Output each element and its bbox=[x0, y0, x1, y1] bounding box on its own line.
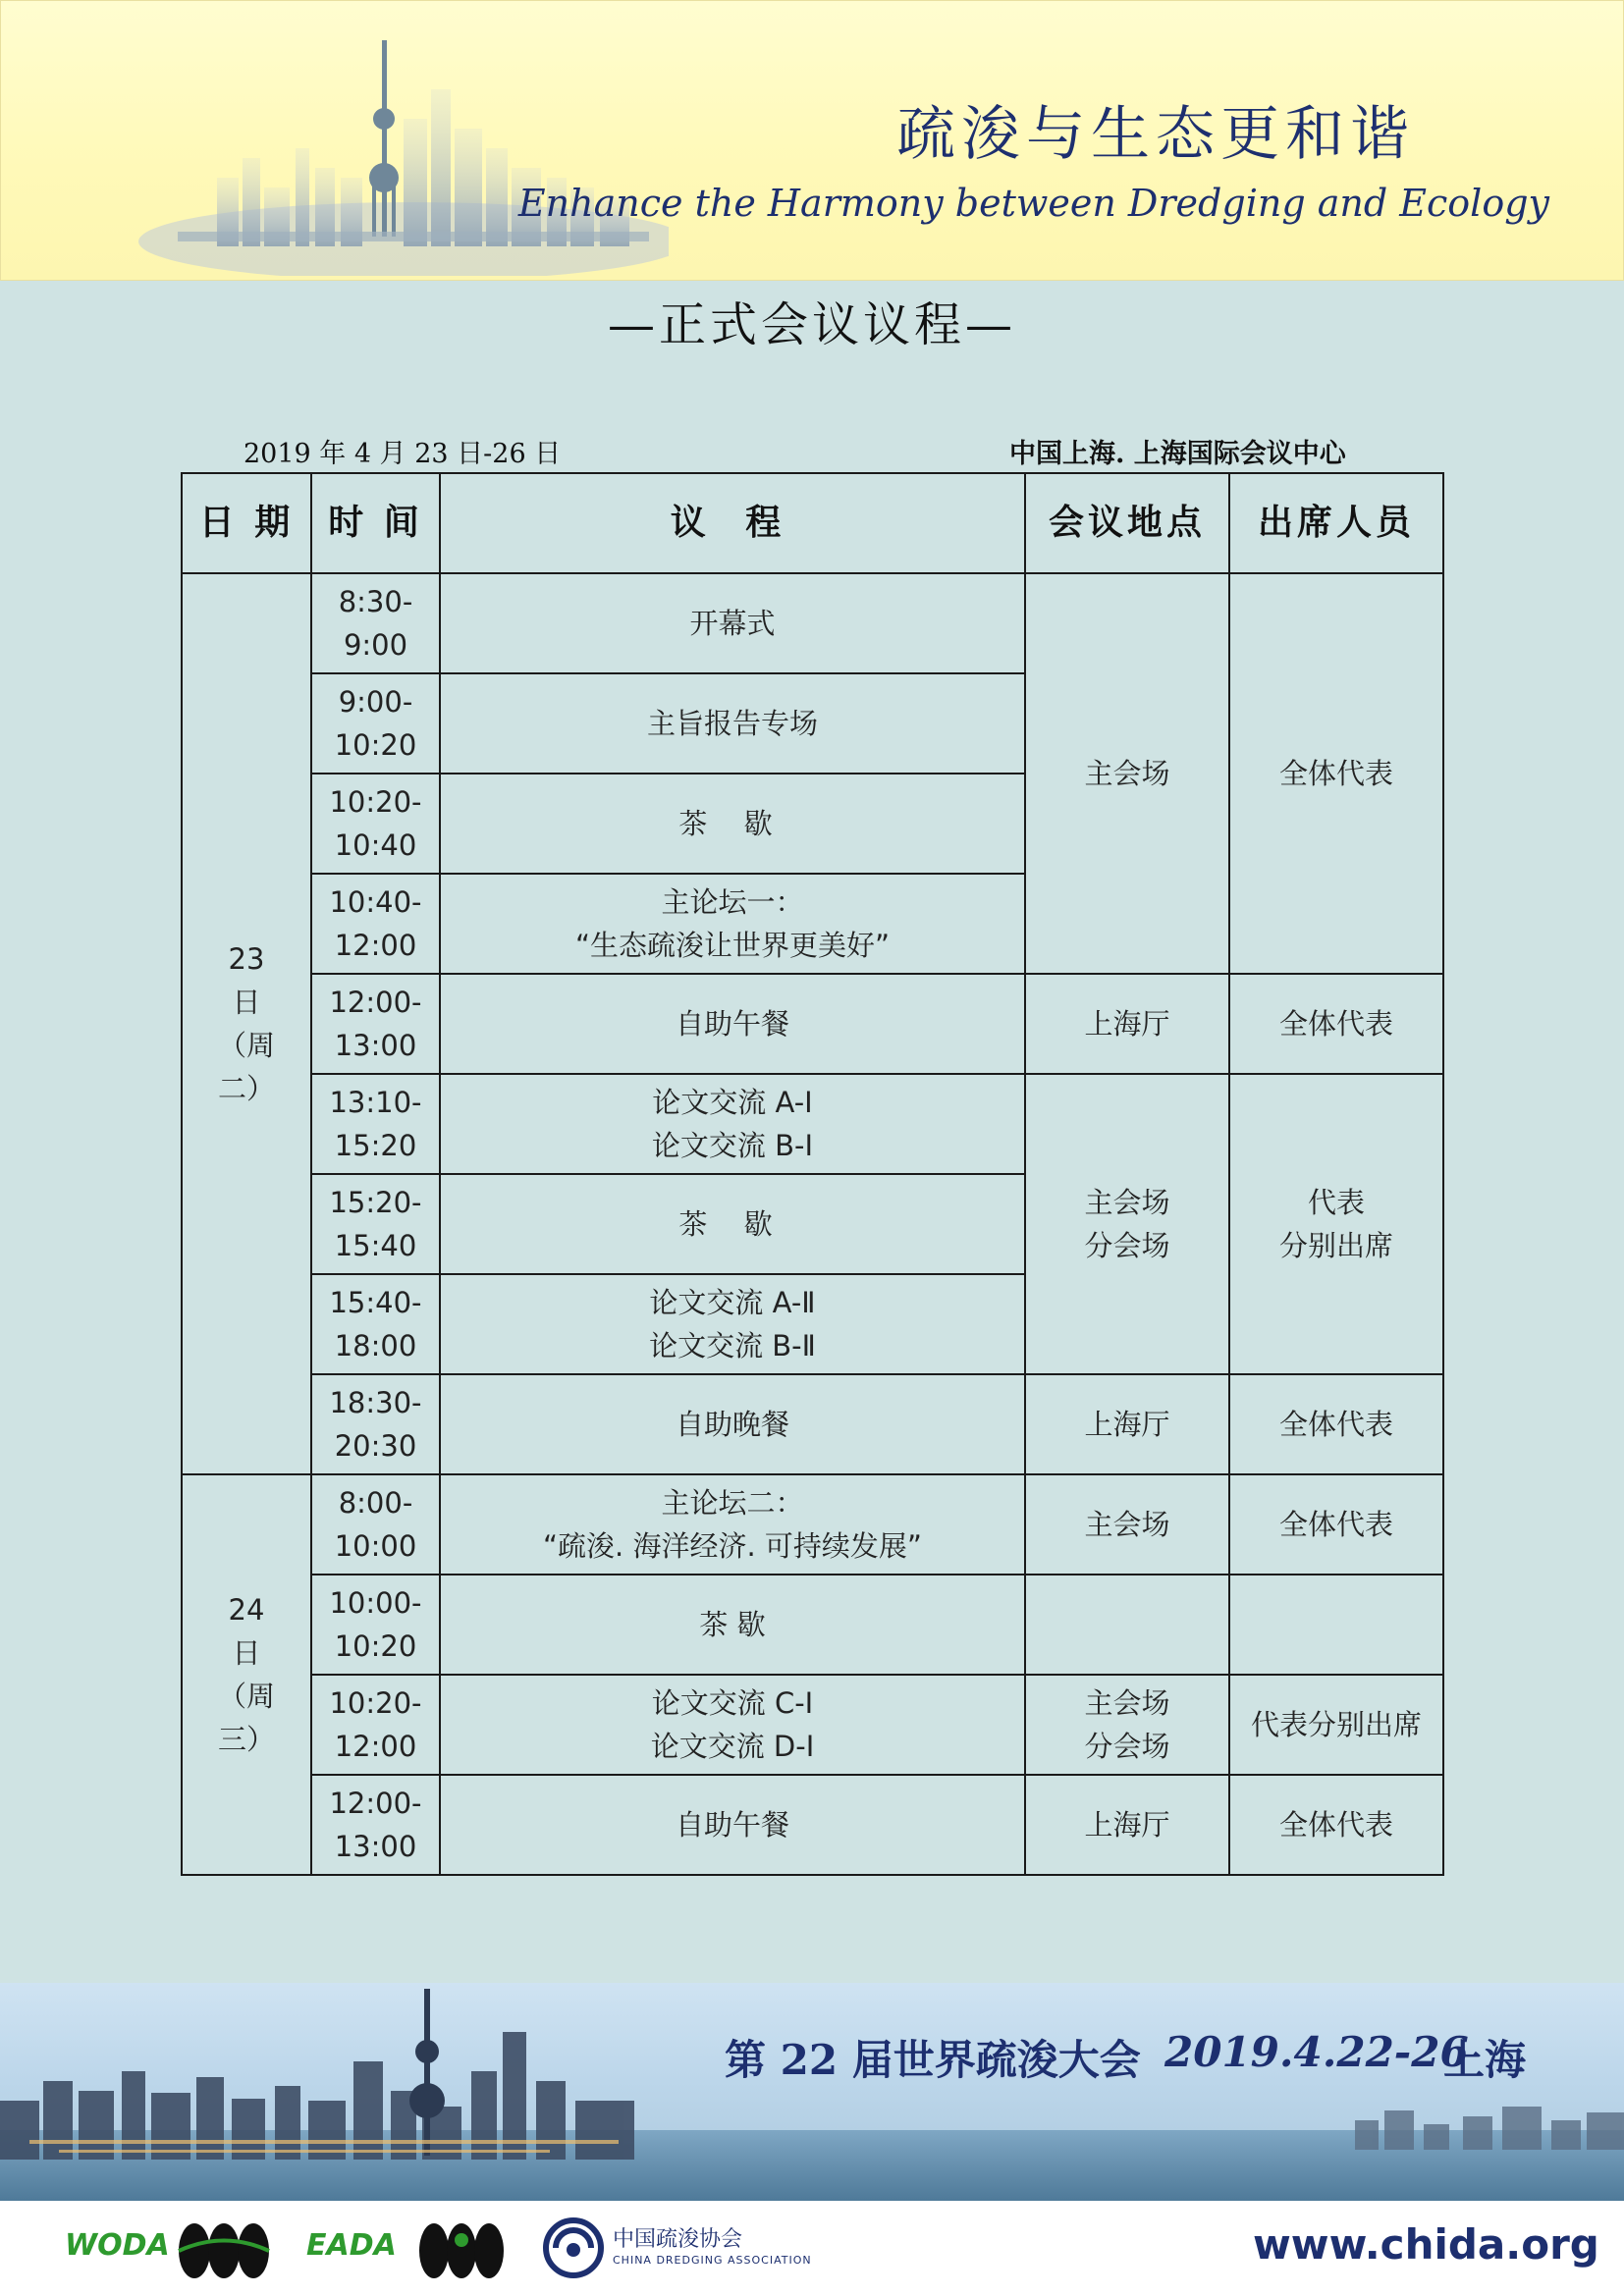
agenda-line: 论文交流 D-Ⅰ bbox=[650, 1730, 815, 1763]
time-cell: 18:30-20:30 bbox=[311, 1374, 440, 1474]
day-label: 23 日（周二） bbox=[217, 942, 275, 1105]
agenda-line: 主论坛二： bbox=[661, 1486, 804, 1520]
column-header-time: 时 间 bbox=[311, 473, 440, 573]
table-row bbox=[182, 1775, 1443, 1875]
agenda-line: 论文交流 A-Ⅱ bbox=[649, 1286, 816, 1319]
time-cell: 10:20-12:00 bbox=[311, 1675, 440, 1775]
location-line: 分会场 bbox=[1084, 1730, 1170, 1763]
day-cell-24 bbox=[182, 1474, 311, 1875]
agenda-line: 论文交流 C-Ⅰ bbox=[651, 1686, 814, 1720]
conference-date: 2019.4.22-26 bbox=[1164, 2028, 1469, 2076]
location-line: 主会场 bbox=[1084, 1686, 1170, 1720]
attendees-cell: 全体代表 bbox=[1229, 1374, 1443, 1474]
time-cell: 9:00-10:20 bbox=[311, 673, 440, 774]
table-row bbox=[182, 974, 1443, 1074]
location-cell: 上海厅 bbox=[1025, 1775, 1229, 1875]
agenda-cell: 自助午餐 bbox=[440, 974, 1025, 1074]
location-cell: 上海厅 bbox=[1025, 974, 1229, 1074]
agenda-cell: 主旨报告专场 bbox=[440, 673, 1025, 774]
agenda-cell bbox=[440, 1274, 1025, 1374]
agenda-cell: 茶 歇 bbox=[440, 774, 1025, 874]
attendees-line: 分别出席 bbox=[1278, 1229, 1393, 1262]
table-row bbox=[182, 1675, 1443, 1775]
location-cell: 上海厅 bbox=[1025, 1374, 1229, 1474]
woda-emblem-icon bbox=[175, 2220, 273, 2281]
agenda-cell bbox=[440, 874, 1025, 974]
agenda-cell: 茶 歇 bbox=[440, 1174, 1025, 1274]
agenda-cell: 开幕式 bbox=[440, 573, 1025, 673]
location-cell bbox=[1025, 1575, 1229, 1675]
cda-name-english: CHINA DREDGING ASSOCIATION bbox=[613, 2254, 812, 2267]
location-cell bbox=[1025, 1074, 1229, 1374]
agenda-line: “生态疏浚让世界更美好” bbox=[574, 929, 891, 962]
attendees-cell: 代表分别出席 bbox=[1229, 1675, 1443, 1775]
table-row bbox=[182, 1575, 1443, 1675]
table-row bbox=[182, 1074, 1443, 1174]
time-cell: 10:40-12:00 bbox=[311, 874, 440, 974]
column-header-attendees: 出席人员 bbox=[1229, 473, 1443, 573]
header-title-english: Enhance the Harmony between Dredging and Ecology bbox=[517, 182, 1549, 225]
agenda-line: 论文交流 B-Ⅱ bbox=[649, 1329, 816, 1362]
agenda-table bbox=[181, 472, 1444, 1876]
cda-emblem-icon bbox=[542, 2216, 605, 2279]
time-cell: 15:20-15:40 bbox=[311, 1174, 440, 1274]
header-title-chinese: 疏浚与生态更和谐 bbox=[896, 100, 1415, 169]
column-header-location: 会议地点 bbox=[1025, 473, 1229, 573]
attendees-cell bbox=[1229, 1074, 1443, 1374]
agenda-cell: 茶 歇 bbox=[440, 1575, 1025, 1675]
footer-banner bbox=[0, 1983, 1624, 2201]
location-cell: 主会场 bbox=[1025, 1474, 1229, 1575]
agenda-cell: 自助午餐 bbox=[440, 1775, 1025, 1875]
time-cell: 13:10-15:20 bbox=[311, 1074, 440, 1174]
agenda-cell bbox=[440, 1474, 1025, 1575]
time-cell: 15:40-18:00 bbox=[311, 1274, 440, 1374]
agenda-cell bbox=[440, 1074, 1025, 1174]
column-header-agenda: 议 程 bbox=[440, 473, 1025, 573]
meeting-venue: 中国上海. 上海国际会议中心 bbox=[1009, 439, 1346, 469]
conference-name: 第 22 届世界疏浚大会 bbox=[725, 2036, 1141, 2084]
attendees-cell: 全体代表 bbox=[1229, 1775, 1443, 1875]
eada-emblem-icon bbox=[416, 2220, 505, 2281]
location-line: 主会场 bbox=[1084, 1186, 1170, 1219]
day-cell-23 bbox=[182, 573, 311, 1474]
time-cell: 12:00-13:00 bbox=[311, 1775, 440, 1875]
location-line: 分会场 bbox=[1084, 1229, 1170, 1262]
attendees-cell bbox=[1229, 1575, 1443, 1675]
footer-logos bbox=[0, 2201, 1624, 2296]
attendees-cell: 全体代表 bbox=[1229, 573, 1443, 974]
shanghai-skyline-image bbox=[119, 30, 669, 276]
location-cell: 主会场 bbox=[1025, 573, 1229, 974]
table-row bbox=[182, 1374, 1443, 1474]
woda-logo-text: WODA bbox=[65, 2228, 170, 2263]
time-cell: 12:00-13:00 bbox=[311, 974, 440, 1074]
day-label: 24 日（周三） bbox=[217, 1593, 275, 1756]
attendees-line: 代表 bbox=[1307, 1186, 1365, 1219]
time-cell: 8:00-10:00 bbox=[311, 1474, 440, 1575]
eada-logo-text: EADA bbox=[306, 2228, 397, 2263]
woda-logo bbox=[65, 2220, 271, 2281]
agenda-line: 主论坛一： bbox=[661, 885, 804, 919]
china-dredging-association-logo bbox=[542, 2215, 837, 2283]
meeting-date-range: 2019 年 4 月 23 日-26 日 bbox=[244, 439, 562, 469]
attendees-cell: 全体代表 bbox=[1229, 974, 1443, 1074]
page-header bbox=[0, 0, 1624, 281]
attendees-cell: 全体代表 bbox=[1229, 1474, 1443, 1575]
website-link[interactable]: www.chida.org bbox=[1253, 2220, 1599, 2269]
eada-logo bbox=[306, 2220, 503, 2281]
time-cell: 10:00-10:20 bbox=[311, 1575, 440, 1675]
agenda-cell bbox=[440, 1675, 1025, 1775]
agenda-cell: 自助晚餐 bbox=[440, 1374, 1025, 1474]
shanghai-bund-image bbox=[0, 1983, 1624, 2201]
agenda-line: “疏浚. 海洋经济. 可持续发展” bbox=[543, 1529, 922, 1563]
table-row bbox=[182, 1474, 1443, 1575]
conference-city: 上海 bbox=[1443, 2036, 1527, 2084]
time-cell: 8:30-9:00 bbox=[311, 573, 440, 673]
time-cell: 10:20-10:40 bbox=[311, 774, 440, 874]
agenda-line: 论文交流 A-Ⅰ bbox=[652, 1086, 813, 1119]
column-header-date: 日 期 bbox=[182, 473, 311, 573]
location-cell bbox=[1025, 1675, 1229, 1775]
table-header-row bbox=[182, 473, 1443, 573]
agenda-line: 论文交流 B-Ⅰ bbox=[651, 1129, 814, 1162]
cda-name-chinese: 中国疏浚协会 bbox=[613, 2227, 743, 2252]
table-row bbox=[182, 573, 1443, 673]
page-title: —正式会议议程— bbox=[607, 297, 1016, 352]
